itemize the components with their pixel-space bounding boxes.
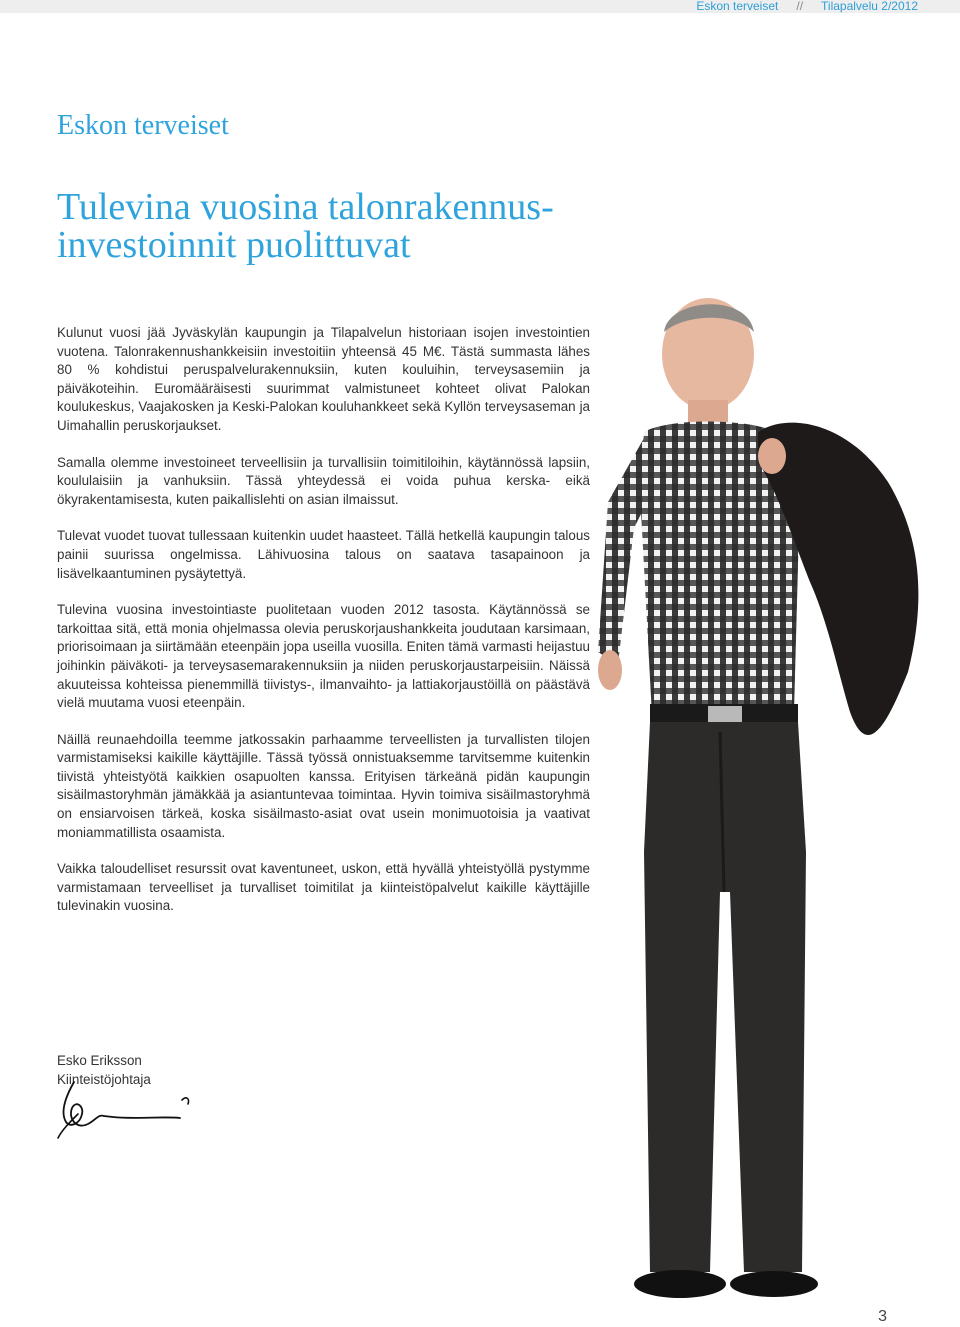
running-header-section: Eskon terveiset [696, 0, 779, 13]
article-body [57, 324, 590, 934]
article-headline [57, 188, 657, 264]
paragraph-5: Näillä reunaehdoilla teemme jatkossakin parhaamme terveellisten ja turvallisten tilojen varmistamiseksi kaikille käyttäjille. Tässä työssä onnistuaksemme tarvitsemme kuitenkin tiivistä yhteistyötä kaikkien osapuolten kanssa. Erityisen tärkeänä pidän kaupungin sisäilmastoryhmän jämäkkää ja asiantuntevaa toimintaa. Hyvin toimiva sisäilmastoryhmä on ensiarvoisen tärkeä, koska sisäilmasto-asiat ovat usein monimuotoisia ja vaativat moniammatillista osaamista. [57, 731, 590, 840]
running-header [0, 0, 960, 13]
paragraph-3: Tulevat vuodet tuovat tullessaan kuitenkin uudet haasteet. Tällä hetkellä kaupungin talous painii suurissa ongelmissa. Lähivuosina talous on saatava tasapainoon ja lisävelkaantuminen pysäytettyä. [57, 528, 590, 581]
handwritten-signature [52, 1078, 202, 1140]
author-title: Kiinteistöjohtaja [57, 1072, 151, 1087]
author-name: Esko Eriksson [57, 1053, 142, 1068]
section-label: Eskon terveiset [57, 110, 229, 141]
running-header-separator: // [796, 0, 804, 13]
running-header-text [696, 0, 918, 13]
portrait-photo [588, 292, 960, 1324]
running-header-publication: Tilapalvelu 2/2012 [821, 0, 918, 13]
paragraph-6: Vaikka taloudelliset resurssit ovat kaventuneet, uskon, että hyvällä yhteistyöllä pystymme varmistamaan terveelliset ja turvalliset toimitilat ja kiinteistöpalvelut kaikille käyttäjille tulevinakin vuosina. [57, 861, 590, 914]
paragraph-1: Kulunut vuosi jää Jyväskylän kaupungin ja Tilapalvelun historiaan isojen investointien vuotena. Talonrakennushankkeisiin investoitiin yhteensä 45 M€. Tästä summasta lähes 80 % kohdistui peruspalvelurakennuksiin, kuten kouluihin, terveysasemiin ja päiväkoteihin. Euromääräisesti suurimmat valmistuneet kohteet olivat Palokan koulukeskus, Vaajakosken ja Keski-Palokan kouluhankkeet sekä Kyllön terveysaseman ja Uimahallin peruskorjaukset. [57, 325, 590, 433]
headline-line-2: investoinnit puolittuvat [57, 224, 411, 266]
page-number: 3 [878, 1308, 887, 1325]
headline-line-1: Tulevina vuosina talonrakennus- [57, 186, 554, 228]
paragraph-4: Tulevina vuosina investointiaste puolitetaan vuoden 2012 tasosta. Käytännössä se tarkoittaa sitä, että monia ohjelmassa olevia peruskorjaushankkeita joudutaan karsimaan, priorisoimaan ja siirtämään eteenpäin jopa useilla vuosilla. Eniten tämä varmasti heijastuu joihinkin päiväkoti- ja terveysasemarakennuksiin ja niiden peruskorjaustarpeisiin. Näissä akuuteissa kohteissa pienemmillä tiivistys-, ilmanvaihto- ja lattiakorjaustöillä on päästävä vielä muutama vuosi eteenpäin. [57, 602, 590, 711]
paragraph-2: Samalla olemme investoineet terveellisiin ja turvallisiin toimitiloihin, käytännössä lapsiin, koululaisiin ja vanhuksiin. Tässä yhteydessä ei voida puhua kerska- eikä ökyrakentamisesta, kuten paikallislehti on asian ilmaissut. [57, 454, 590, 507]
